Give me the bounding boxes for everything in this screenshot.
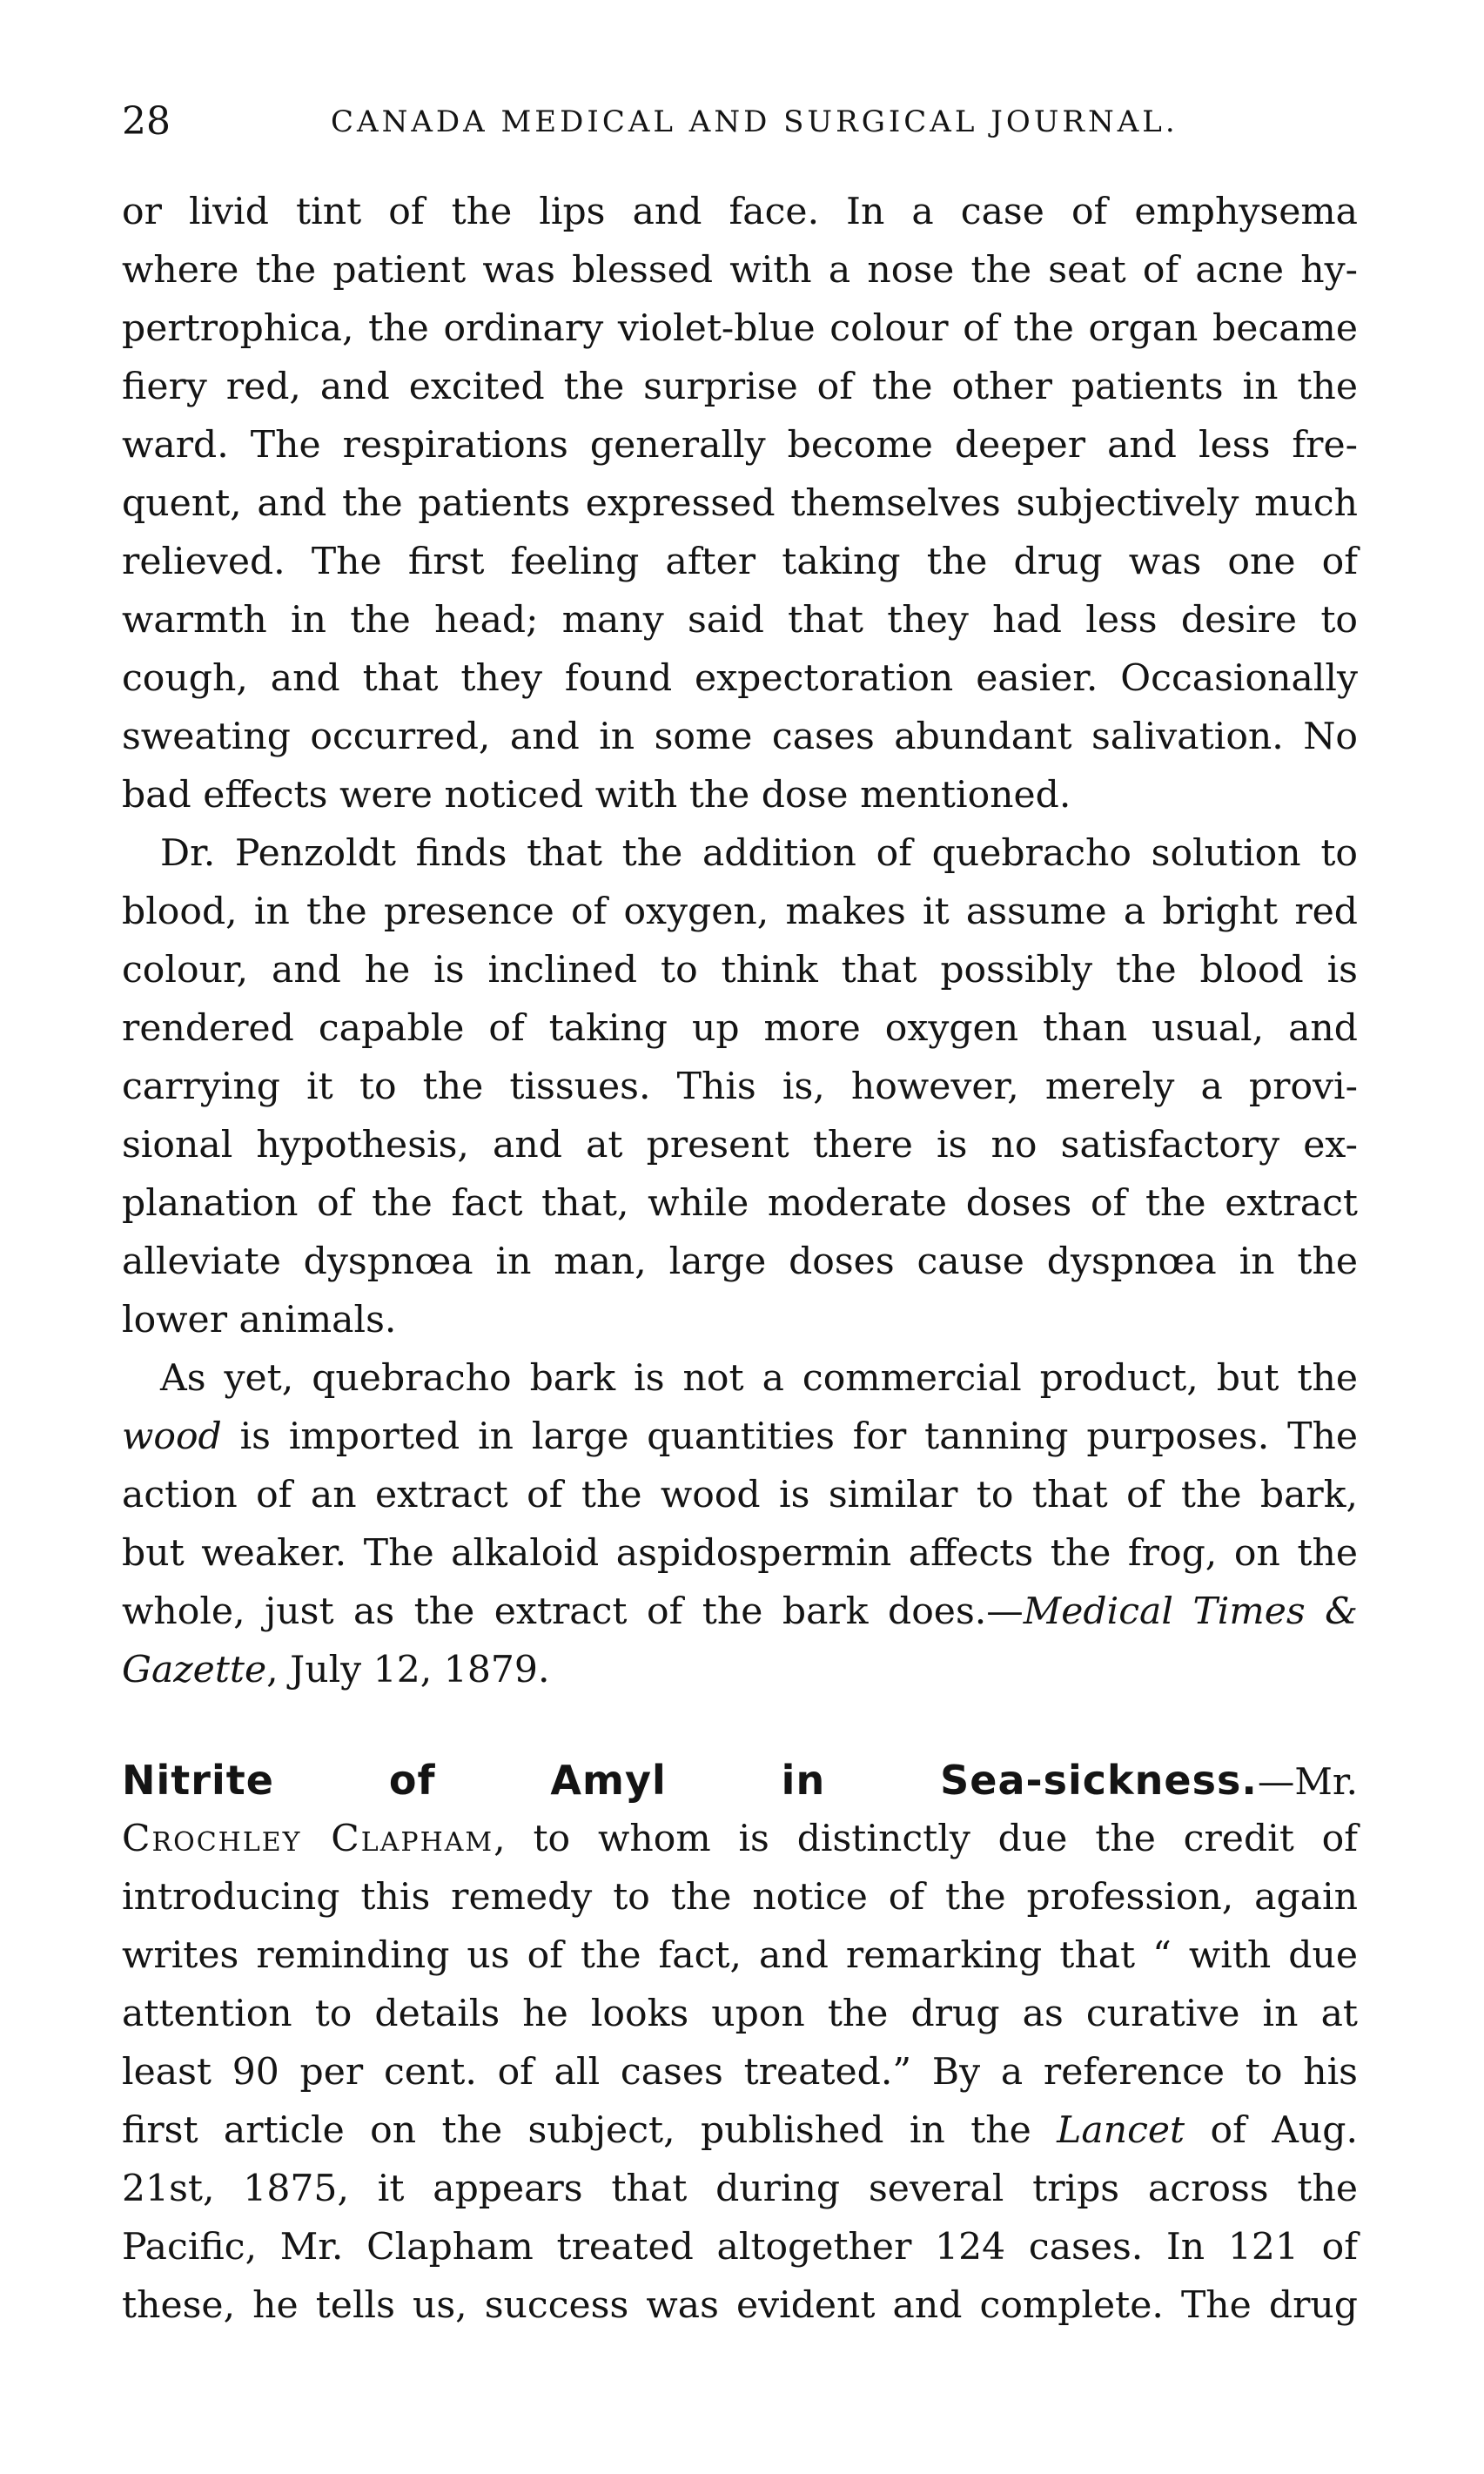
section-gap [122,1699,1358,1751]
text-line [122,1641,1358,1699]
text-span: is imported in large quantities for tanning purposes. The [221,1415,1358,1458]
text-line [122,1583,1358,1641]
text-line: Dr. Penzoldt finds that the addition of quebracho solution to [160,832,1358,875]
text-line: alleviate dyspnœa in man, large doses cause dyspnœa in the [122,1240,1358,1283]
text-line: where the patient was blessed with a nose the seat of acne hy- [122,249,1358,292]
text-line: As yet, quebracho bark is not a commercial product, but the [160,1357,1358,1400]
text-line: 21st, 1875, it appears that during several trips across the [122,2168,1358,2210]
text-line: warmth in the head; many said that they had less desire to [122,599,1358,642]
journal-title: Lancet [1057,2109,1185,2152]
text-line: fiery red, and excited the surprise of the other patients in the [122,366,1358,408]
section-headline: Nitrite of Amyl in Sea-sickness. [122,1757,1258,1804]
page-header [122,96,1366,148]
text-line: carrying it to the tissues. This is, however, merely a provi- [122,1066,1358,1108]
paragraph-quebracho-wood [122,1349,1358,1699]
text-line [122,1810,1358,1868]
text-line [122,2101,1358,2160]
text-span: of Aug. [1185,2109,1358,2152]
text-line: planation of the fact that, while moderate doses of the extract [122,1182,1358,1225]
text-line [122,1408,1358,1466]
text-line: sweating occurred, and in some cases abundant salivation. No [122,716,1358,758]
author-name: Crochley Clapham [122,1818,494,1860]
text-line: action of an extract of the wood is similar to that of the bark, [122,1474,1358,1516]
running-head: CANADA MEDICAL AND SURGICAL JOURNAL. [331,104,1178,139]
text-line: cough, and that they found expectoration easier. Occasionally [122,657,1358,700]
article-body [122,183,1358,2335]
section-headline-line [122,1751,1358,1810]
text-line: pertrophica, the ordinary violet-blue colour of the organ became [122,307,1358,350]
italic-word: wood [122,1415,222,1458]
page-number: 28 [122,99,171,144]
text-line: relieved. The first feeling after taking the drug was one of [122,541,1358,583]
citation-source: Gazette [122,1649,267,1691]
text-span: whole, just as the extract of the bark does.— [122,1590,1024,1633]
text-line: introducing this remedy to the notice of the profession, again [122,1876,1358,1919]
text-span: —Mr. [1257,1761,1358,1804]
text-span: first article on the subject, published in the [122,2109,1058,2152]
text-line: ward. The respirations generally become deeper and less fre- [122,424,1358,467]
text-line: Pacific, Mr. Clapham treated altogether 124 cases. In 121 of [122,2226,1358,2269]
text-line: quent, and the patients expressed themselves subjectively much [122,482,1358,525]
text-line: or livid tint of the lips and face. In a case of emphysema [122,191,1358,233]
text-line: sional hypothesis, and at present there is no satisfactory ex- [122,1124,1358,1166]
text-line: these, he tells us, success was evident and complete. The drug [122,2284,1358,2327]
text-line: blood, in the presence of oxygen, makes it assume a bright red [122,891,1358,933]
text-line: attention to details he looks upon the drug as curative in at [122,1993,1358,2035]
citation-source: Medical Times & [1023,1590,1358,1633]
paragraph-penzoldt [122,824,1358,1349]
citation-date: , July 12, 1879. [266,1649,550,1691]
text-line: writes reminding us of the fact, and remarking that “ with due [122,1934,1358,1977]
text-line: colour, and he is inclined to think that possibly the blood is [122,949,1358,992]
text-line: bad effects were noticed with the dose mentioned. [122,774,1071,817]
section-nitrite-of-amyl [122,1751,1358,2335]
text-line: least 90 per cent. of all cases treated.” By a reference to his [122,2051,1358,2094]
text-line: rendered capable of taking up more oxygen than usual, and [122,1007,1358,1050]
text-line: but weaker. The alkaloid aspidospermin affects the frog, on the [122,1532,1358,1575]
text-span: , to whom is distinctly due the credit of [494,1818,1358,1860]
text-line: lower animals. [122,1299,397,1341]
paragraph-emphysema [122,183,1358,824]
